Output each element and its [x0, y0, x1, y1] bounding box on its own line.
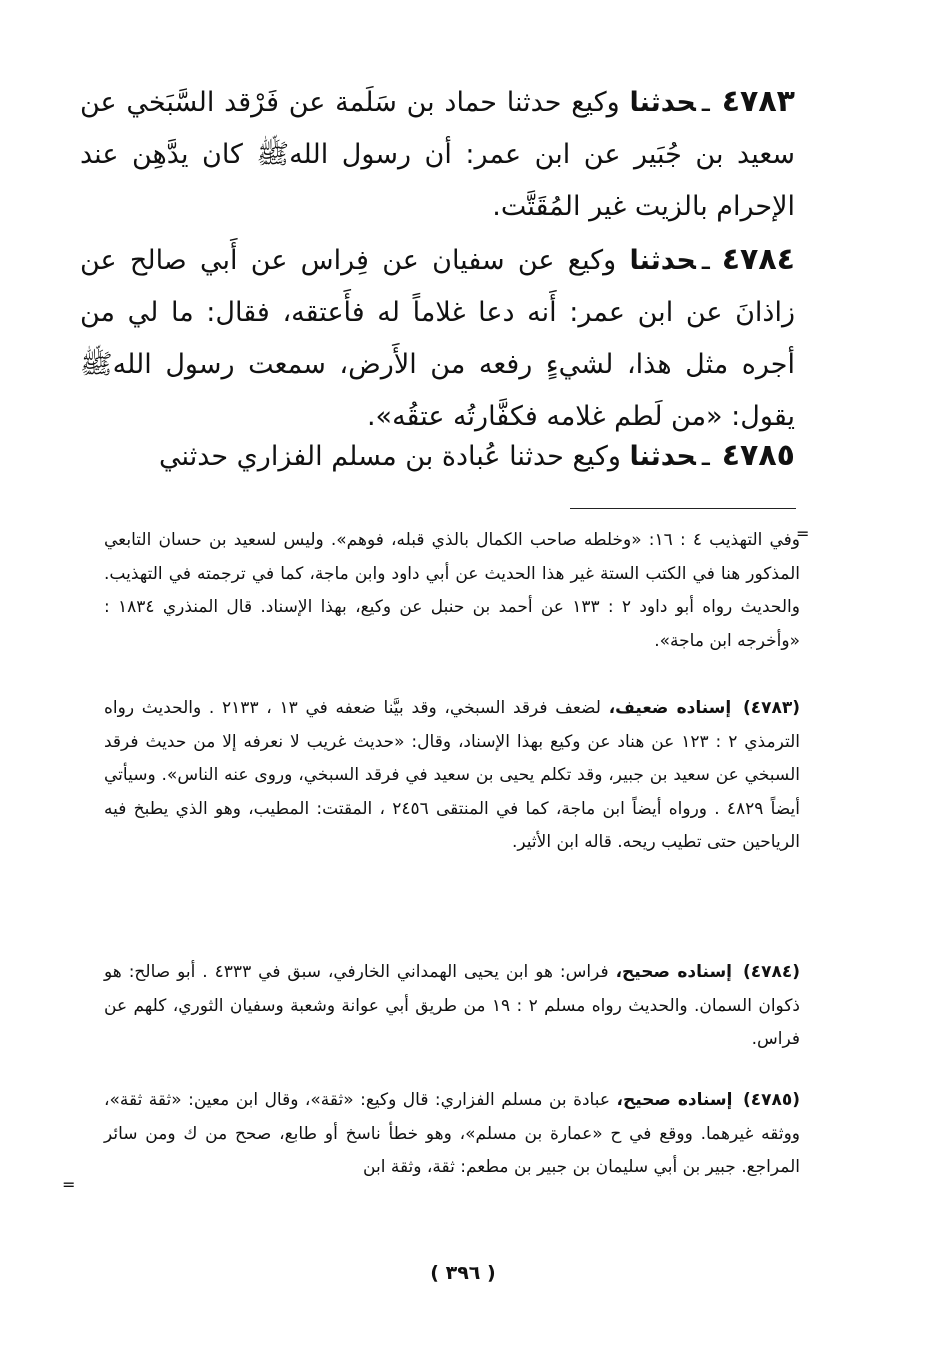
- footnote-ref: (٤٧٨٥): [742, 1090, 801, 1110]
- footnote-text: وفي التهذيب ٤ : ١٦: «وخلطه صاحب الكمال بالذي قبله، فوهم». وليس لسعيد بن حسان التابعي المذكور هنا في الكتب الستة غير هذا الحديث عن أبي داود وابن ماجة، كما في ترجمته في التهذيب. والحديث رواه أبو داود ٢ : ١٣٣ عن أحمد بن حنبل عن وكيع، بهذا الإسناد. قال المنذري ١٨٣٤ : «وأخرجه ابن ماجة».: [104, 530, 801, 651]
- continuation-marker: =: [796, 524, 810, 543]
- hadith-4785: [80, 430, 795, 483]
- page-number: ( ٣٩٦ ): [430, 1262, 496, 1284]
- dash: ـ: [701, 245, 710, 276]
- dash: ـ: [701, 87, 710, 118]
- footnote-separator: [570, 508, 796, 509]
- hadith-number: ٤٧٨٣: [721, 84, 795, 119]
- footnote-4784: [104, 956, 800, 1057]
- hadith-number: ٤٧٨٥: [721, 438, 795, 473]
- footnote-ref: (٤٧٨٤): [742, 962, 801, 982]
- footnote-lead: إسناده ضعيف،: [608, 698, 732, 718]
- hadith-lead: حدثنا: [629, 245, 696, 276]
- footnote-4783: [104, 692, 800, 860]
- footnote-text: فراس: هو ابن يحيى الهمداني الخارفي، سبق في ٤٣٣٣ . أبو صالح: هو ذكوان السمان. والحديث رواه مسلم ٢ : ١٩ من طريق أبي عوانة وشعبة وسفيان الثوري، كلهم عن فراس.: [104, 962, 800, 1049]
- hadith-text: وكيع حدثنا حماد بن سَلَمة عن فَرْقد السَّبَخي عن سعيد بن جُبَير عن ابن عمر: أن رسول اللهﷺ كان يدَّهِن عند الإحرام بالزيت غير المُقَتَّت.: [80, 87, 795, 222]
- hadith-lead: حدثنا: [629, 441, 696, 472]
- continuation-marker-end: =: [62, 1175, 76, 1194]
- footnote-lead: إسناده صحيح،: [616, 1090, 733, 1110]
- footnote-continuation: [104, 524, 800, 658]
- footnote-ref: (٤٧٨٣): [742, 698, 801, 718]
- hadith-lead: حدثنا: [629, 87, 696, 118]
- footnote-text: عبادة بن مسلم الفزاري: قال وكيع: «ثقة»، وقال ابن معين: «ثقة ثقة»، ووثقه غيرهما. ووقع في ح «عمارة بن مسلم»، وهو خطأ ناسخ أو طابع، صحح من ك ومن سائر المراجع. جبير بن أبي سليمان بن جبير بن مطعم: ثقة، وثقة ابن: [104, 1090, 800, 1177]
- hadith-text: وكيع عن سفيان عن فِراس عن أَبي صالح عن زاذانَ عن ابن عمر: أَنه دعا غلاماً له فأَعتقه، فقال: ما لي من أجره مثل هذا، لشيءٍ رفعه من الأَرض، سمعت رسول اللهﷺ يقول: «من لَطم غلامه فكفَّارتُه عتقُه».: [80, 245, 795, 432]
- hadith-text: وكيع حدثنا عُبادة بن مسلم الفزاري حدثني: [159, 441, 621, 472]
- hadith-4783: [80, 76, 795, 233]
- footnote-4785: [104, 1084, 800, 1185]
- footnote-text: لضعف فرقد السبخي، وقد بيَّنا ضعفه في ١٣ ، ٢١٣٣ . والحديث رواه الترمذي ٢ : ١٢٣ عن هناد عن وكيع بهذا الإسناد، وقال: «حديث غريب لا نعرفه إلا من حديث فرقد السبخي عن سعيد بن جبير، وقد تكلم يحيى بن سعيد في فرقد السبخي، وروى عنه الناس». وسيأتي أيضاً ٤٨٢٩ . ورواه أيضاً ابن ماجة، كما في المنتقى ٢٤٥٦ ، المقتت: المطيب، وهو الذي يطبخ فيه الرياحين حتى تطيب ريحه. قاله ابن الأثير.: [104, 698, 801, 852]
- footnote-lead: إسناده صحيح،: [615, 962, 732, 982]
- hadith-4784: [80, 234, 795, 443]
- dash: ـ: [701, 441, 710, 472]
- hadith-number: ٤٧٨٤: [721, 242, 795, 277]
